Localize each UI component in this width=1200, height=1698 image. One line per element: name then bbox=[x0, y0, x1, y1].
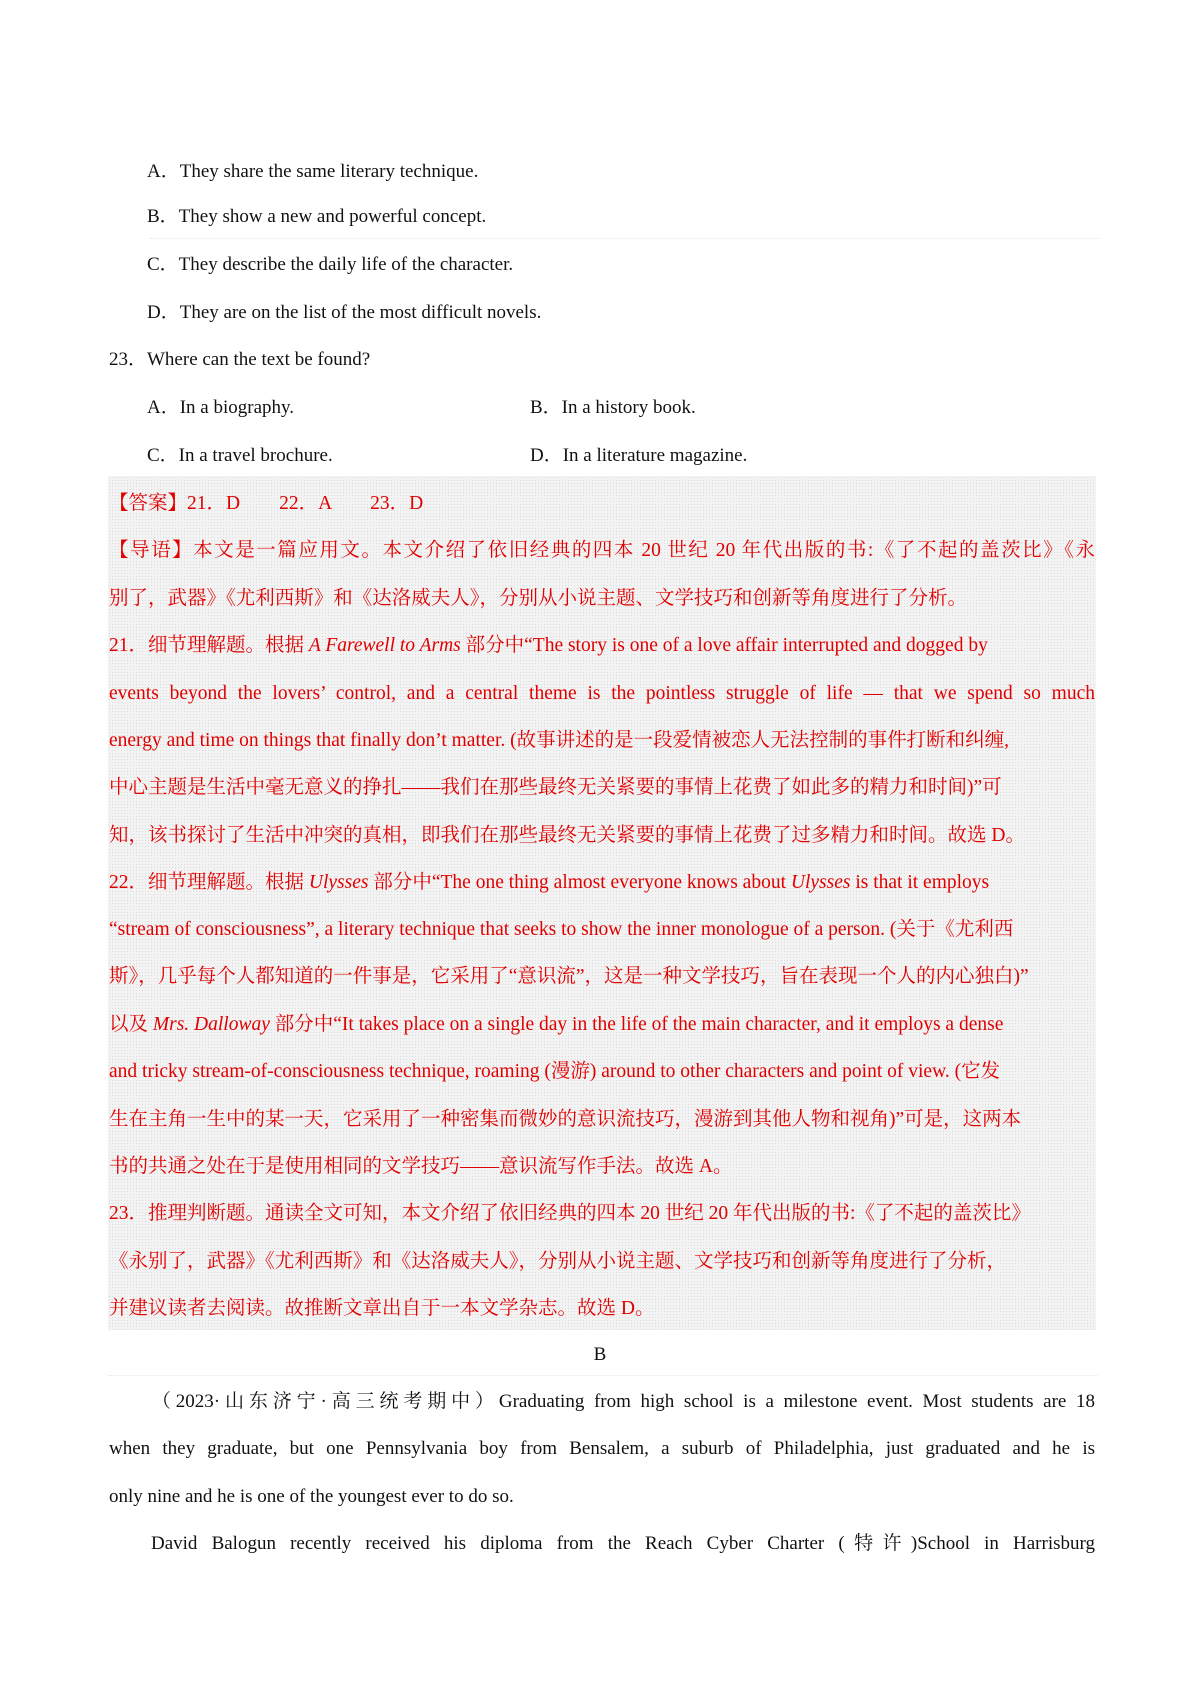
explanation-21-line-1 bbox=[109, 636, 1095, 656]
q22-option-c: C．They describe the daily life of the character. bbox=[147, 254, 514, 275]
explanation-21-line-4: 中心主题是生活中毫无意义的挣扎——我们在那些最终无关紧要的事情上花费了如此多的精力和时间)”可 bbox=[109, 777, 1002, 798]
passage-b-line-3: only nine and he is one of the youngest ever to do so. bbox=[109, 1486, 514, 1507]
explanation-22-line-5: and tricky stream-of-consciousness technique, roaming (漫游) around to other characters and point of view. (它发 bbox=[109, 1061, 1001, 1082]
passage-b-line-4 bbox=[109, 1534, 1095, 1553]
explanation-21-line-3: energy and time on things that finally don’t matter. (故事讲述的是一段爱情被恋人无法控制的事件打断和纠缠, bbox=[109, 730, 1009, 751]
book-title-farewell: A Farewell to Arms bbox=[308, 635, 461, 656]
explanation-22-line-7: 书的共通之处在于是使用相同的文学技巧——意识流写作手法。故选 A。 bbox=[109, 1156, 733, 1177]
explanation-22-line-2: “stream of consciousness”, a literary technique that seeks to show the inner monologue of a person. (关于《尤利西 bbox=[109, 919, 1014, 940]
explanation-23-line-3: 并建议读者去阅读。故推断文章出自于一本文学杂志。故选 D。 bbox=[109, 1298, 655, 1319]
explanation-22-prefix: 22．细节理解题。根据 bbox=[109, 872, 309, 893]
passage-b-line-1-text: （2023·山东济宁·高三统考期中）Graduating from high school is a milestone event. Most students are 18 bbox=[147, 1391, 1095, 1412]
explanation-22-4-rest: 部分中“It takes place on a single day in the life of the main character, and it employs a dense bbox=[269, 1014, 1004, 1035]
book-title-ulysses: Ulysses bbox=[308, 872, 369, 893]
divider bbox=[150, 238, 1100, 239]
explanation-23-line-2: 《永别了，武器》《尤利西斯》和《达洛威夫人》，分别从小说主题、文学技巧和创新等角度进行了分析， bbox=[109, 1251, 1007, 1272]
answer-key: 【答案】21．D 22．A 23．D bbox=[109, 493, 424, 514]
explanation-21-line-2: events beyond the lovers’ control, and a central theme is the pointless struggle of life — that we spend so much bbox=[109, 683, 1095, 704]
explanation-22-line-3: 斯》，几乎每个人都知道的一件事是，它采用了“意识流”，这是一种文学技巧，旨在表现一个人的内心独白)” bbox=[109, 966, 1029, 987]
q23-stem: 23．Where can the text be found? bbox=[109, 349, 371, 370]
explanation-22-line-1 bbox=[109, 873, 1095, 893]
guide-line-2: 别了，武器》《尤利西斯》和《达洛威夫人》，分别从小说主题、文学技巧和创新等角度进行了分析。 bbox=[109, 588, 968, 609]
explanation-21-rest: 部分中“The story is one of a love affair interrupted and dogged by bbox=[460, 635, 988, 656]
q23-option-d: D．In a literature magazine. bbox=[530, 445, 748, 466]
passage-b-line-4-text: David Balogun recently received his diploma from the Reach Cyber Charter (特许)School in Harrisburg bbox=[151, 1533, 1095, 1554]
q23-option-a: A．In a biography. bbox=[147, 397, 295, 418]
section-label: B bbox=[593, 1344, 607, 1365]
q22-option-a: A．They share the same literary technique. bbox=[147, 161, 479, 182]
explanation-22-mid: 部分中“The one thing almost everyone knows about bbox=[368, 872, 791, 893]
book-title-ulysses-2: Ulysses bbox=[790, 872, 851, 893]
explanation-21-line-5: 知，该书探讨了生活中冲突的真相，即我们在那些最终无关紧要的事情上花费了过多精力和时间。故选 D。 bbox=[109, 825, 1025, 846]
explanation-22-line-4 bbox=[109, 1015, 1095, 1035]
explanation-22-line-6: 生在主角一生中的某一天，它采用了一种密集而微妙的意识流技巧，漫游到其他人物和视角)”可是，这两本 bbox=[109, 1109, 1022, 1130]
q23-option-b: B．In a history book. bbox=[530, 397, 696, 418]
passage-b-line-2: when they graduate, but one Pennsylvania boy from Bensalem, a suburb of Philadelphia, just graduated and he is bbox=[109, 1438, 1095, 1459]
guide-line-1: 【导语】本文是一篇应用文。本文介绍了依旧经典的四本 20 世纪 20 年代出版的书:《了不起的盖茨比》《永 bbox=[109, 540, 1095, 561]
book-title-dalloway: Mrs. Dalloway bbox=[152, 1014, 270, 1035]
q23-option-c: C．In a travel brochure. bbox=[147, 445, 333, 466]
explanation-22-4-prefix: 以及 bbox=[109, 1014, 153, 1035]
explanation-23-line-1: 23．推理判断题。通读全文可知，本文介绍了依旧经典的四本 20 世纪 20 年代出版的书:《了不起的盖茨比》 bbox=[109, 1203, 1031, 1224]
divider bbox=[108, 1375, 1098, 1376]
explanation-22-rest: is that it employs bbox=[850, 872, 990, 893]
explanation-21-prefix: 21．细节理解题。根据 bbox=[109, 635, 309, 656]
passage-b-line-1 bbox=[109, 1392, 1095, 1411]
q22-option-b: B．They show a new and powerful concept. bbox=[147, 206, 487, 227]
q22-option-d: D．They are on the list of the most difficult novels. bbox=[147, 302, 542, 323]
